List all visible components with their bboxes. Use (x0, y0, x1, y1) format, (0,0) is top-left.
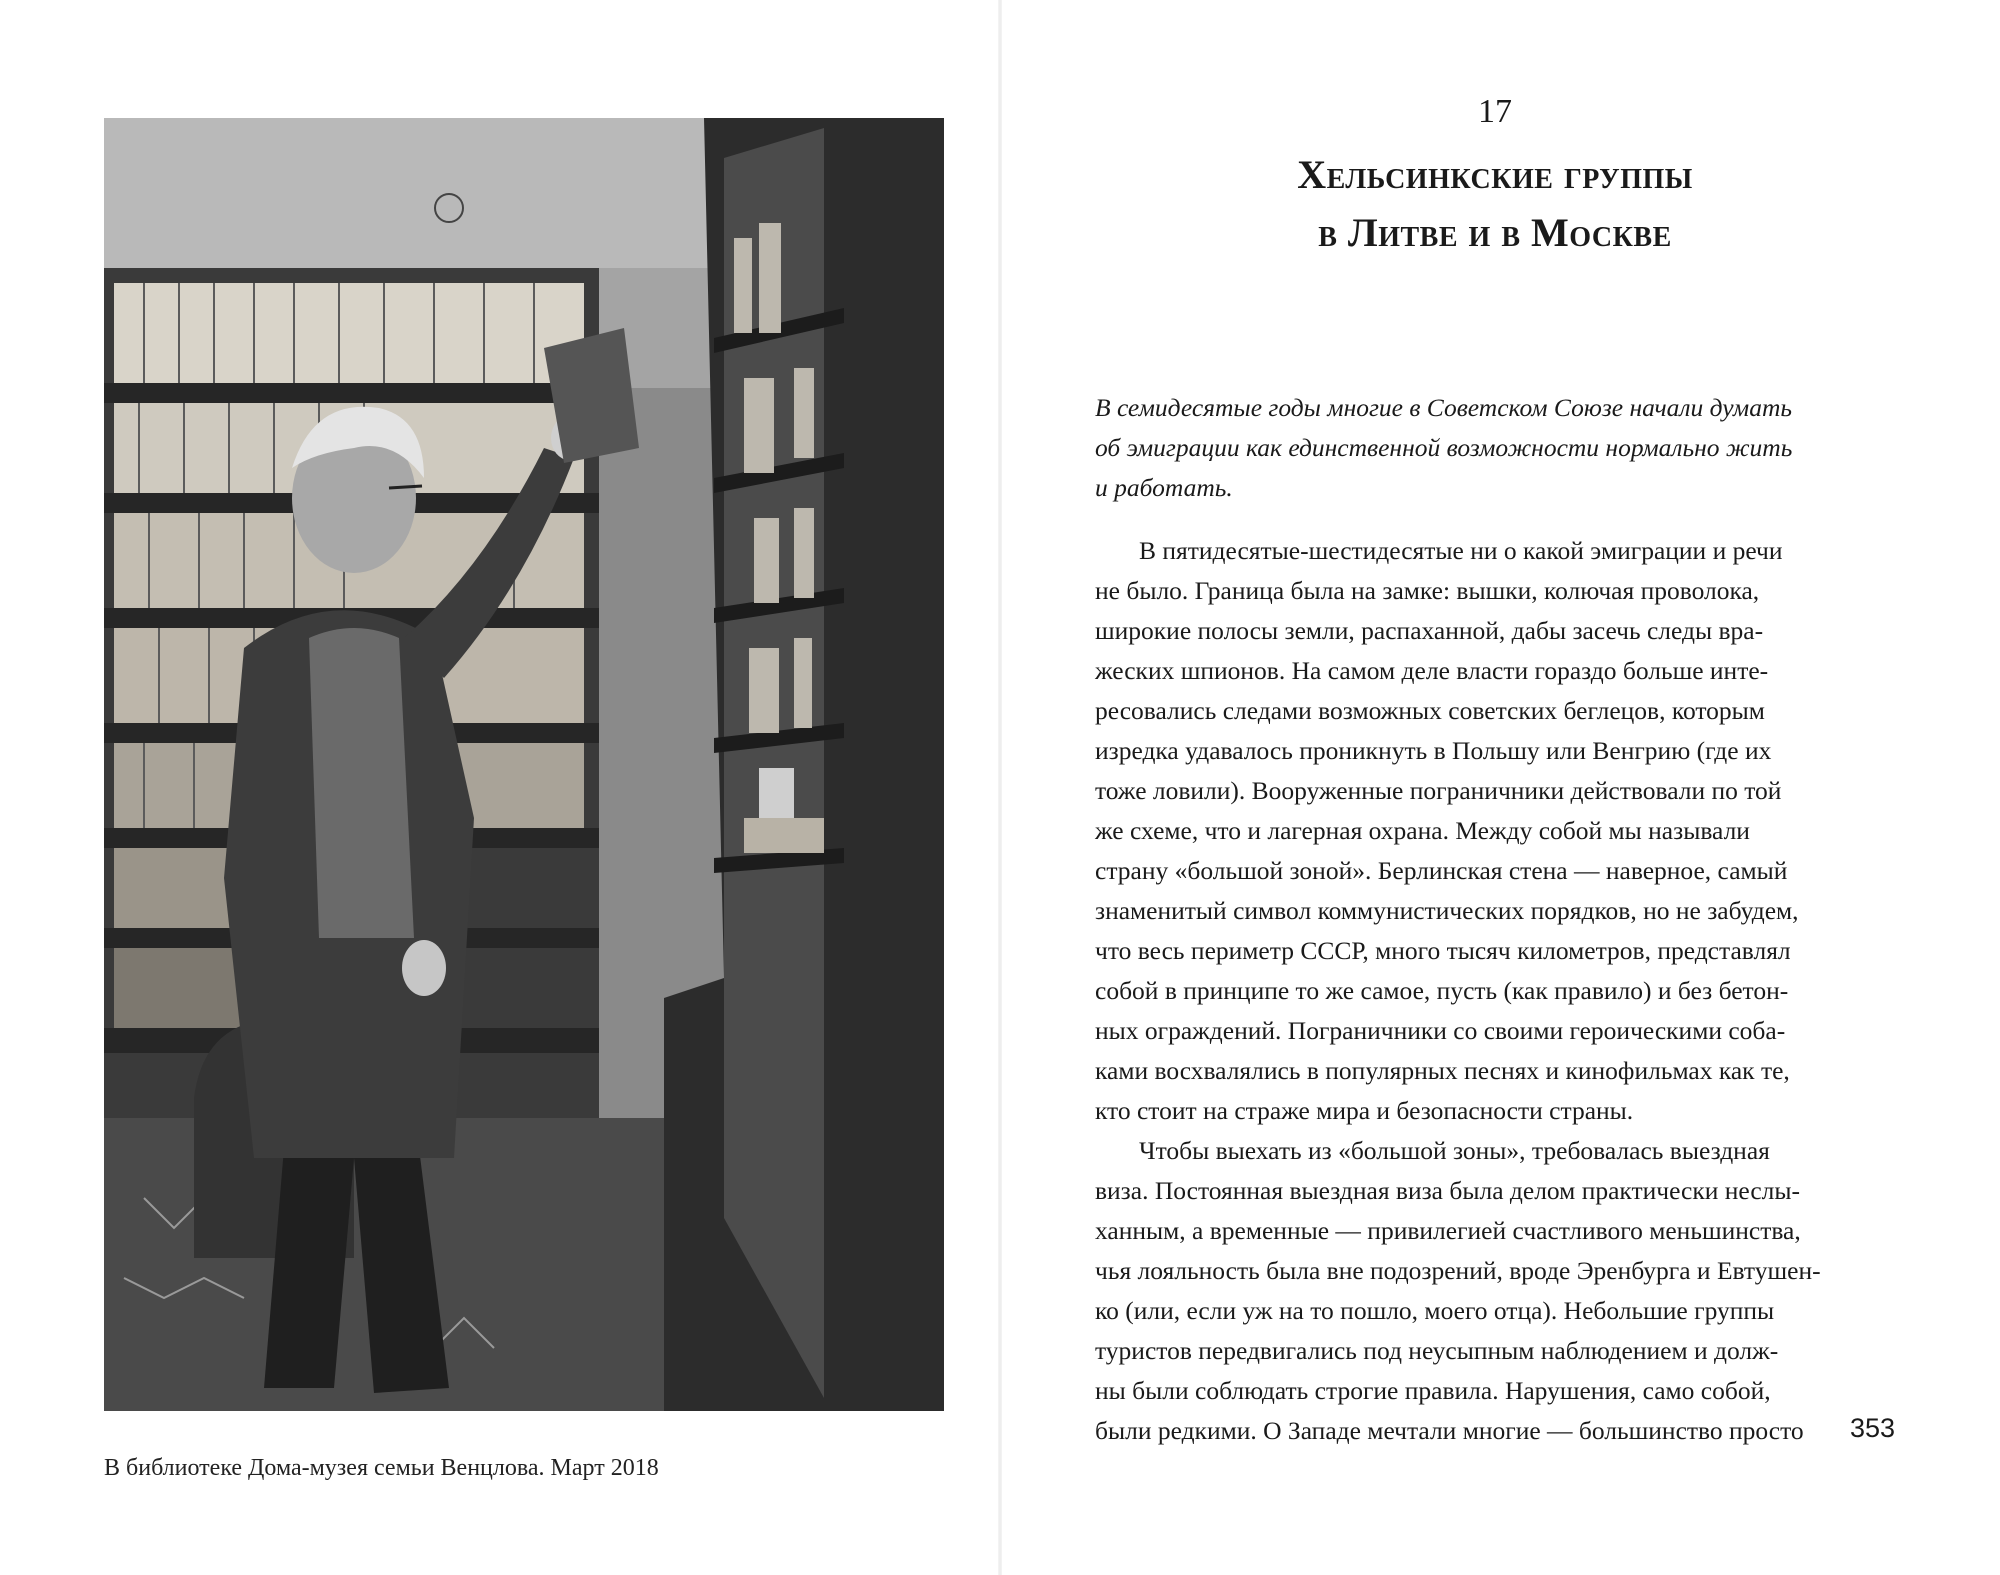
epigraph-line: и работать. (1095, 473, 1233, 502)
body-text-line: изредка удавалось проникнуть в Польшу или Венгрию (где их (1095, 736, 1772, 765)
page-number: 353 (1849, 1413, 1895, 1443)
body-text-line: что весь периметр СССР, много тысяч километров, представлял (1095, 936, 1791, 965)
body-text-line: тоже ловили). Вооруженные пограничники действовали по той (1095, 776, 1782, 805)
body-text-line: ны были соблюдать строгие правила. Нарушения, само собой, (1095, 1376, 1771, 1405)
body-text-line: жеских шпионов. На самом деле власти гораздо больше инте- (1095, 656, 1769, 685)
body-text-line: В пятидесятые-шестидесятые ни о какой эмиграции и речи (1139, 536, 1783, 565)
chapter-title-line: в Литве и в Москве (1318, 210, 1672, 255)
body-text-line: собой в принципе то же самое, пусть (как правило) и без бетон- (1095, 976, 1789, 1005)
photo-illustration (104, 118, 944, 1411)
epigraph-line: В семидесятые годы многие в Советском Союзе начали думать (1095, 393, 1792, 422)
chapter-title (1095, 146, 1895, 262)
body-text-line: ных ограждений. Пограничники со своими героическими соба- (1095, 1016, 1786, 1045)
chapter-number: 17 (1478, 93, 1512, 130)
body-text-line: туристов передвигались под неусыпным наблюдением и долж- (1095, 1336, 1779, 1365)
body-text-line: виза. Постоянная выездная виза была делом практически неслы- (1095, 1176, 1801, 1205)
body-text-line: широкие полосы земли, распаханной, дабы засечь следы вра- (1095, 616, 1764, 645)
chapter-body-text (1095, 531, 1895, 1451)
chapter-epigraph (1095, 388, 1895, 508)
body-text-line: Чтобы выехать из «большой зоны», требовалась выездная (1139, 1136, 1770, 1165)
book-gutter (998, 0, 1002, 1575)
body-text-line: ресовались следами возможных советских беглецов, которым (1095, 696, 1765, 725)
body-text-line: были редкими. О Западе мечтали многие — большинство просто (1095, 1416, 1804, 1445)
body-text-line: ками восхвалялись в популярных песнях и кинофильмах как те, (1095, 1056, 1790, 1085)
body-text-line: кто стоит на страже мира и безопасности страны. (1095, 1096, 1634, 1125)
body-text-line: не было. Граница была на замке: вышки, колючая проволока, (1095, 576, 1760, 605)
epigraph-line: об эмиграции как единственной возможности нормально жить (1095, 433, 1793, 462)
body-text-line: ко (или, если уж на то пошло, моего отца). Небольшие группы (1095, 1296, 1775, 1325)
body-text-line: чья лояльность была вне подозрений, вроде Эренбурга и Евтушен- (1095, 1256, 1821, 1285)
body-text-line: же схеме, что и лагерная охрана. Между собой мы называли (1095, 816, 1750, 845)
chapter-title-line: Хельсинкские группы (1297, 152, 1693, 197)
library-photo (104, 118, 944, 1411)
body-text-line: знаменитый символ коммунистических порядков, но не забудем, (1095, 896, 1799, 925)
body-text-line: страну «большой зоной». Берлинская стена — наверное, самый (1095, 856, 1788, 885)
body-text-line: ханным, а временные — привилегией счастливого меньшинства, (1095, 1216, 1801, 1245)
photo-caption: В библиотеке Дома-музея семьи Венцлова. Март 2018 (104, 1455, 659, 1481)
